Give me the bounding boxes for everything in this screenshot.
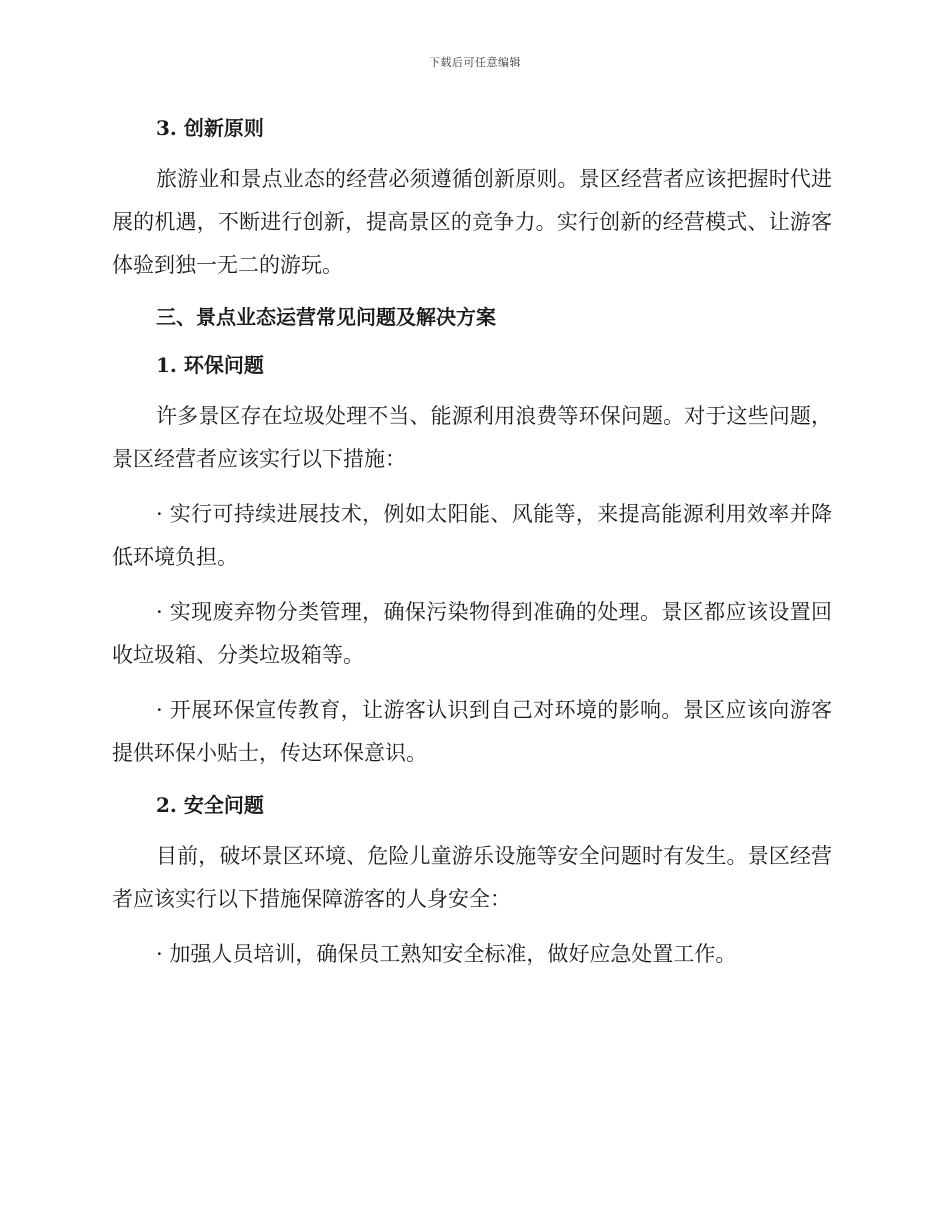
bullet-staff-training: · 加强人员培训，确保员工熟知安全标准，做好应急处置工作。 [156,942,737,966]
document-body [112,110,832,976]
bullet-eco-education: · 开展环保宣传教育，让游客认识到自己对环境的影响。景区应该向游客提供环保小贴士，传达环保意识。 [112,698,832,765]
heading-safety-issues: 2. 安全问题 [156,793,264,817]
bullet-waste-sorting: · 实现废弃物分类管理，确保污染物得到准确的处理。景区都应该设置回收垃圾箱、分类垃圾箱等。 [112,600,832,667]
heading-common-problems: 三、景点业态运营常见问题及解决方案 [156,305,496,329]
bullet-sustainable-tech: · 实行可持续进展技术，例如太阳能、风能等，来提高能源利用效率并降低环境负担。 [112,502,832,569]
paragraph-environmental: 许多景区存在垃圾处理不当、能源利用浪费等环保问题。对于这些问题，景区经营者应该实行以下措施： [112,404,832,471]
paragraph-safety: 目前，破坏景区环境、危险儿童游乐设施等安全问题时有发生。景区经营者应该实行以下措施保障游客的人身安全： [112,844,832,911]
page-header: 下载后可任意编辑 [429,56,521,69]
heading-environmental-issues: 1. 环保问题 [156,353,264,377]
paragraph-innovation: 旅游业和景点业态的经营必须遵循创新原则。景区经营者应该把握时代进展的机遇，不断进行创新，提高景区的竞争力。实行创新的经营模式、让游客体验到独一无二的游玩。 [112,167,832,277]
heading-innovation-principle: 3. 创新原则 [156,116,264,140]
